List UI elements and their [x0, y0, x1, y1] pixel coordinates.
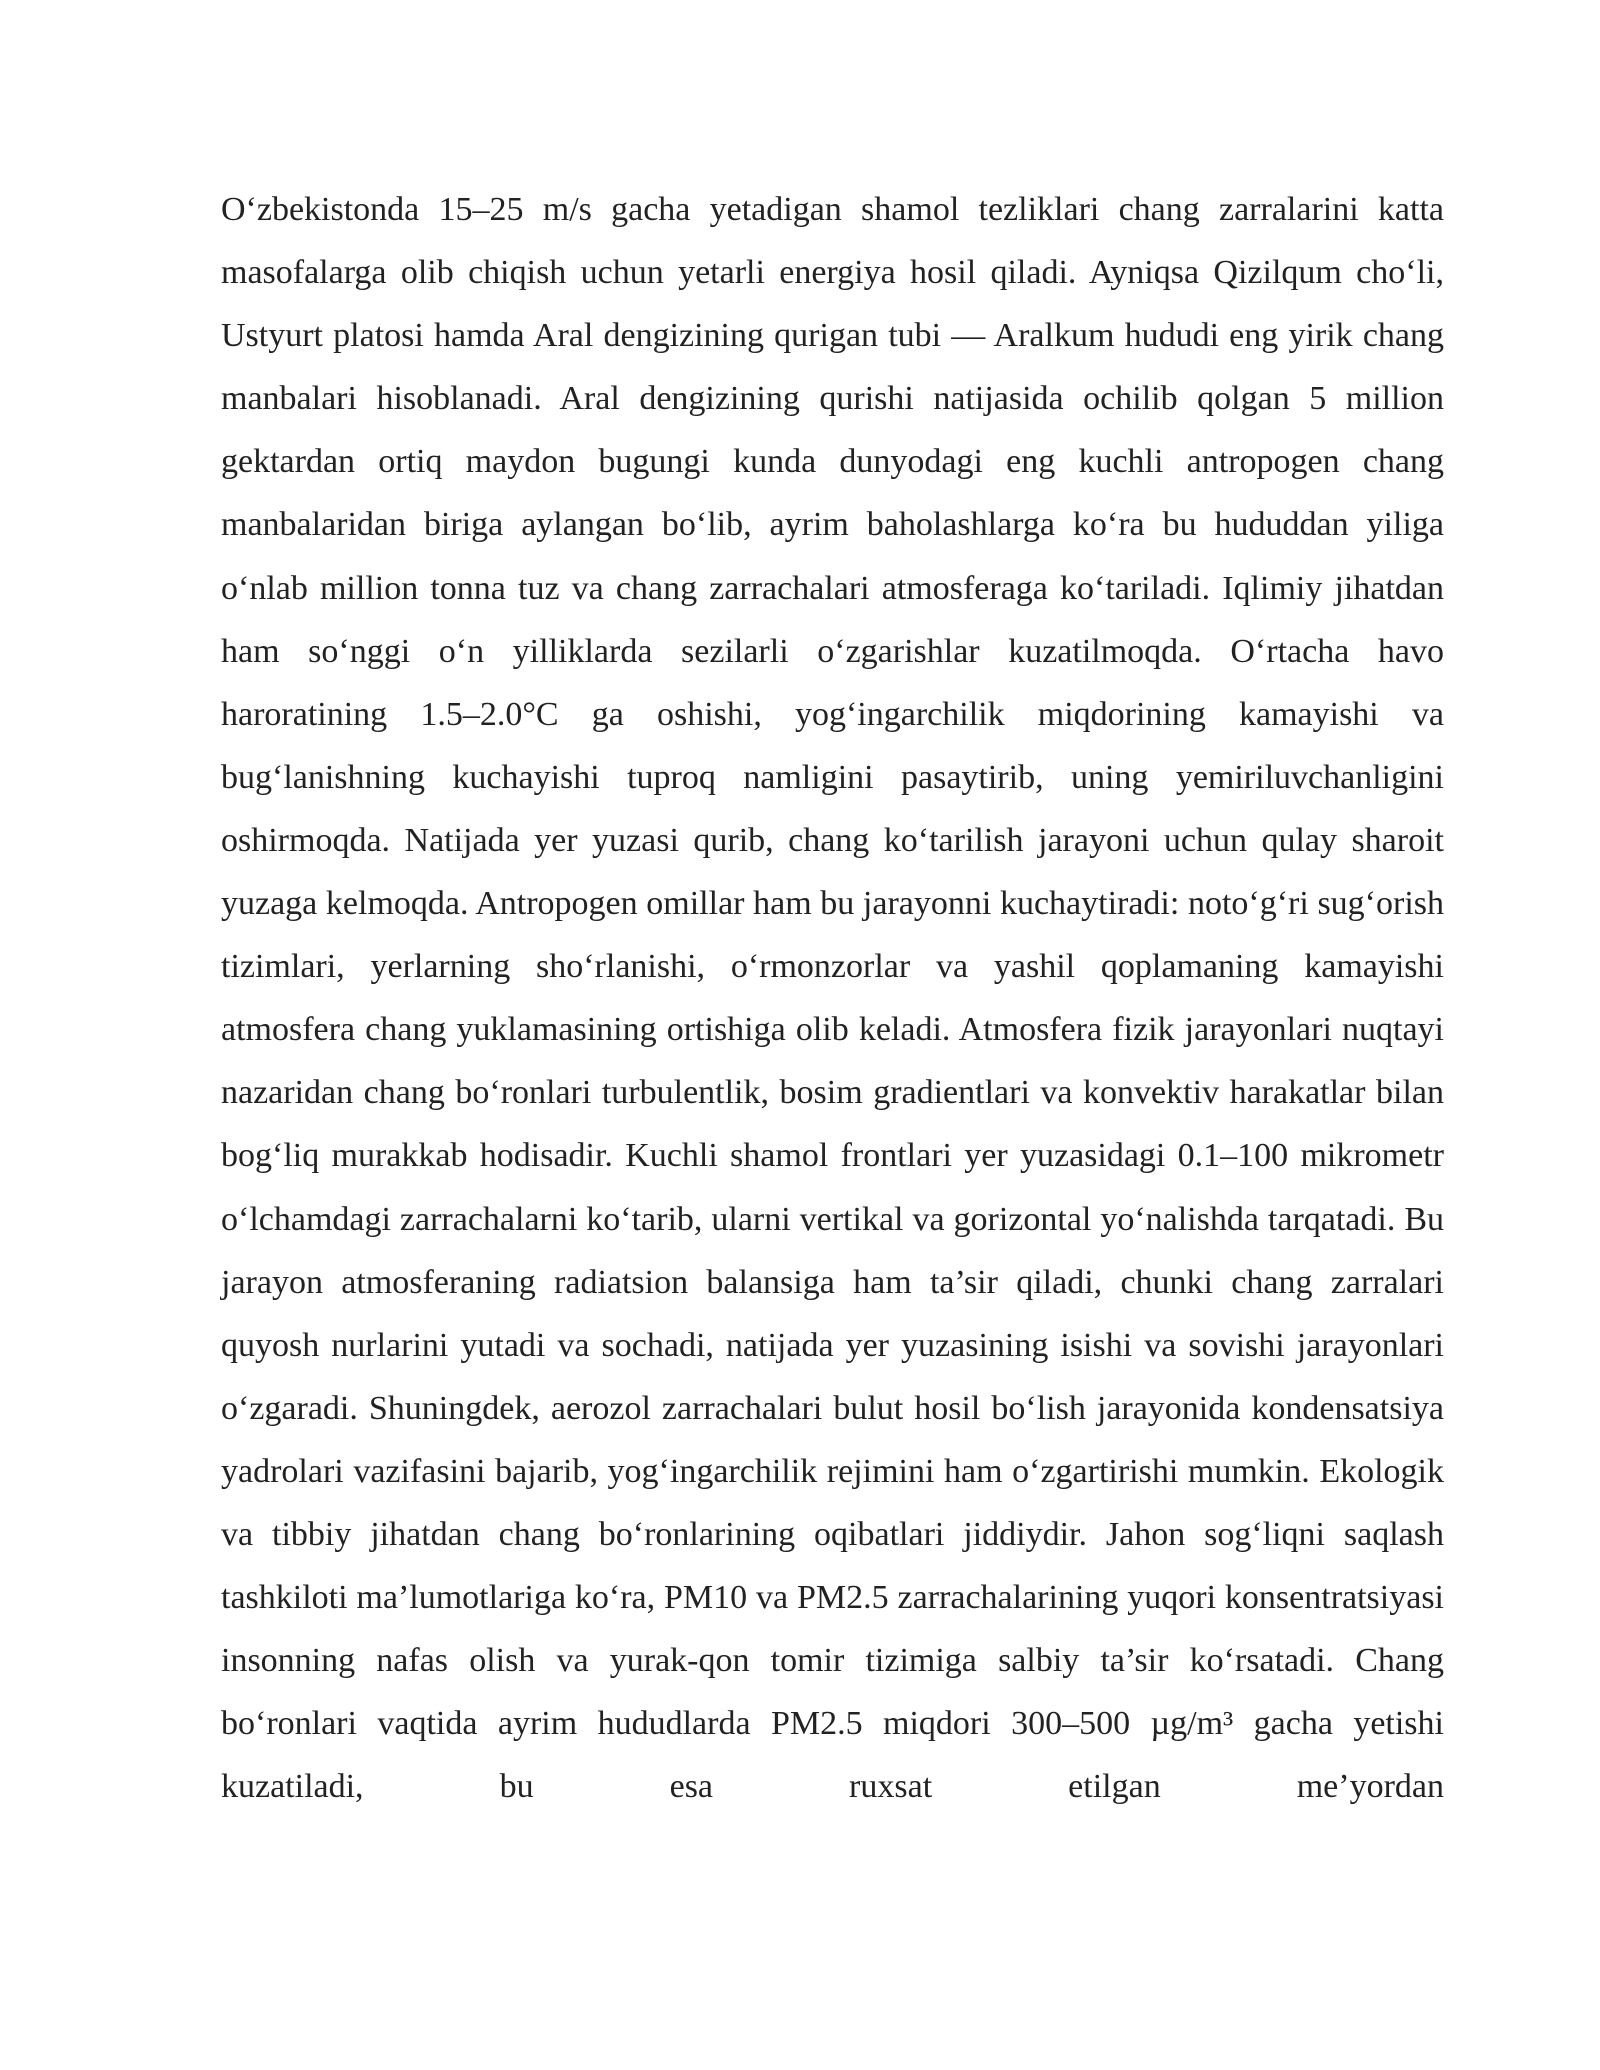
body-paragraph: O‘zbekistonda 15–25 m/s gacha yetadigan shamol tezliklari chang zarralarini katta masofalarga olib chiqish uchun yetarli energiya hosil qiladi. Ayniqsa Qizilqum cho‘li, Ustyurt platosi hamda Aral dengizining qurigan tubi — Aralkum hududi eng yirik chang manbalari hisoblanadi. Aral dengizining qurishi natijasida ochilib qolgan 5 million gektardan ortiq maydon bugungi kunda dunyodagi eng kuchli antropogen chang manbalaridan biriga aylangan bo‘lib, ayrim baholashlarga ko‘ra bu hududdan yiliga o‘nlab million tonna tuz va chang zarrachalari atmosferaga ko‘tariladi. Iqlimiy jihatdan ham so‘nggi o‘n yilliklarda sezilarli o‘zgarishlar kuzatilmoqda. O‘rtacha havo haroratining 1.5–2.0°C ga oshishi, yog‘ingarchilik miqdorining kamayishi va bug‘lanishning kuchayishi tuproq namligini pasaytirib, uning yemiriluvchanligini oshirmoqda. Natijada yer yuzasi qurib, chang ko‘tarilish jarayoni uchun qulay sharoit yuzaga kelmoqda. Antropogen omillar ham bu jarayonni kuchaytiradi: noto‘g‘ri sug‘orish tizimlari, yerlarning sho‘rlanishi, o‘rmonzorlar va yashil qoplamaning kamayishi atmosfera chang yuklamasining ortishiga olib keladi. Atmosfera fizik jarayonlari nuqtayi nazaridan chang bo‘ronlari turbulentlik, bosim gradientlari va konvektiv harakatlar bilan bog‘liq murakkab hodisadir. Kuchli shamol frontlari yer yuzasidagi 0.1–100 mikrometr o‘lchamdagi zarrachalarni ko‘tarib, ularni vertikal va gorizontal yo‘nalishda tarqatadi. Bu jarayon atmosferaning radiatsion balansiga ham ta’sir qiladi, chunki chang zarralari quyosh nurlarini yutadi va sochadi, natijada yer yuzasining isishi va sovishi jarayonlari o‘zgaradi. Shuningdek, aerozol zarrachalari bulut hosil bo‘lish jarayonida kondensatsiya yadrolari vazifasini bajarib, yog‘ingarchilik rejimini ham o‘zgartirishi mumkin. Ekologik va tibbiy jihatdan chang bo‘ronlarining oqibatlari jiddiydir. Jahon sog‘liqni saqlash tashkiloti ma’lumotlariga ko‘ra, PM10 va PM2.5 zarrachalarining yuqori konsentratsiyasi insonning nafas olish va yurak-qon tomir tizimiga salbiy ta’sir ko‘rsatadi. Chang bo‘ronlari vaqtida ayrim hududlarda PM2.5 miqdori 300–500 µg/m³ gacha yetishi kuzatiladi, bu esa ruxsat etilgan me’yordan [221, 191, 1444, 1806]
